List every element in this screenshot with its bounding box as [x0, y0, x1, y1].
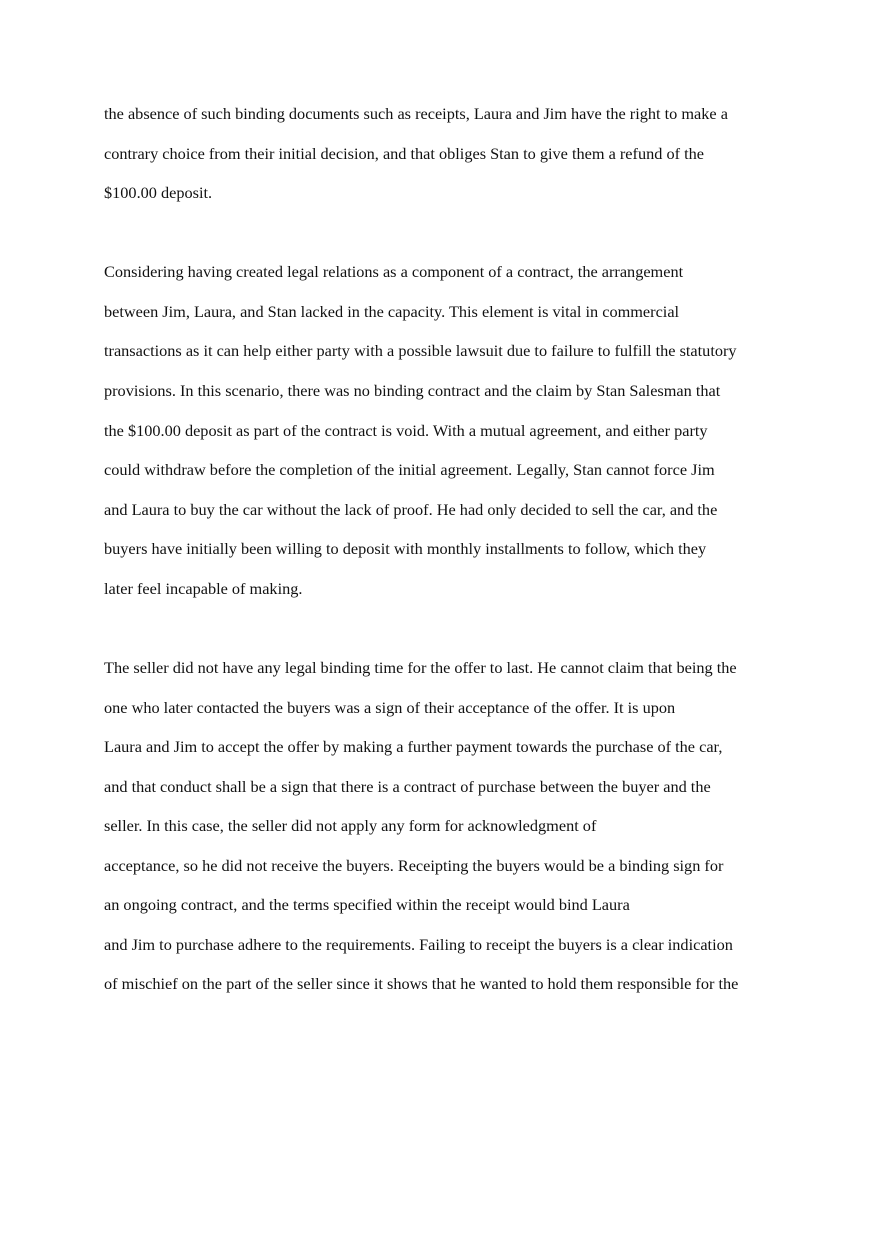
- paragraph-3-line-2: one who later contacted the buyers was a sign of their acceptance of the offer. It is upon: [104, 698, 676, 717]
- paragraph-1-line-2: contrary choice from their initial decision, and that obliges Stan to give them a refund of the: [104, 144, 704, 163]
- paragraph-2-line-2: between Jim, Laura, and Stan lacked in the capacity. This element is vital in commercial: [104, 302, 680, 321]
- paragraph-1-line-1: the absence of such binding documents such as receipts, Laura and Jim have the right to make a: [104, 104, 728, 123]
- paragraph-3-line-3: Laura and Jim to accept the offer by making a further payment towards the purchase of the car,: [104, 737, 723, 756]
- paragraph-2-line-4: provisions. In this scenario, there was no binding contract and the claim by Stan Salesman that: [104, 381, 721, 400]
- paragraph-3-line-5: seller. In this case, the seller did not apply any form for acknowledgment of: [104, 816, 597, 835]
- paragraph-2-line-3: transactions as it can help either party with a possible lawsuit due to failure to fulfill the statutory: [104, 341, 737, 360]
- paragraph-2-line-8: buyers have initially been willing to deposit with monthly installments to follow, which they: [104, 539, 707, 558]
- paragraph-2-line-7: and Laura to buy the car without the lack of proof. He had only decided to sell the car, and the: [104, 500, 718, 519]
- paragraph-2-line-5: the $100.00 deposit as part of the contract is void. With a mutual agreement, and either party: [104, 421, 708, 440]
- paragraph-2-line-9: later feel incapable of making.: [104, 579, 303, 598]
- paragraph-2-line-1: Considering having created legal relations as a component of a contract, the arrangement: [104, 262, 684, 281]
- paragraph-3-line-8: and Jim to purchase adhere to the requirements. Failing to receipt the buyers is a clear indication: [104, 935, 733, 954]
- paragraph-3-line-9: of mischief on the part of the seller since it shows that he wanted to hold them responsible for the: [104, 974, 739, 993]
- paragraph-3-line-1: The seller did not have any legal binding time for the offer to last. He cannot claim that being the: [104, 658, 737, 677]
- paragraph-1-line-3: $100.00 deposit.: [104, 183, 213, 202]
- paragraph-3-line-6: acceptance, so he did not receive the buyers. Receipting the buyers would be a binding sign for: [104, 856, 724, 875]
- paragraph-3-line-4: and that conduct shall be a sign that there is a contract of purchase between the buyer and the: [104, 777, 711, 796]
- paragraph-3-line-7: an ongoing contract, and the terms specified within the receipt would bind Laura: [104, 895, 630, 914]
- paragraph-2-line-6: could withdraw before the completion of the initial agreement. Legally, Stan cannot force Jim: [104, 460, 715, 479]
